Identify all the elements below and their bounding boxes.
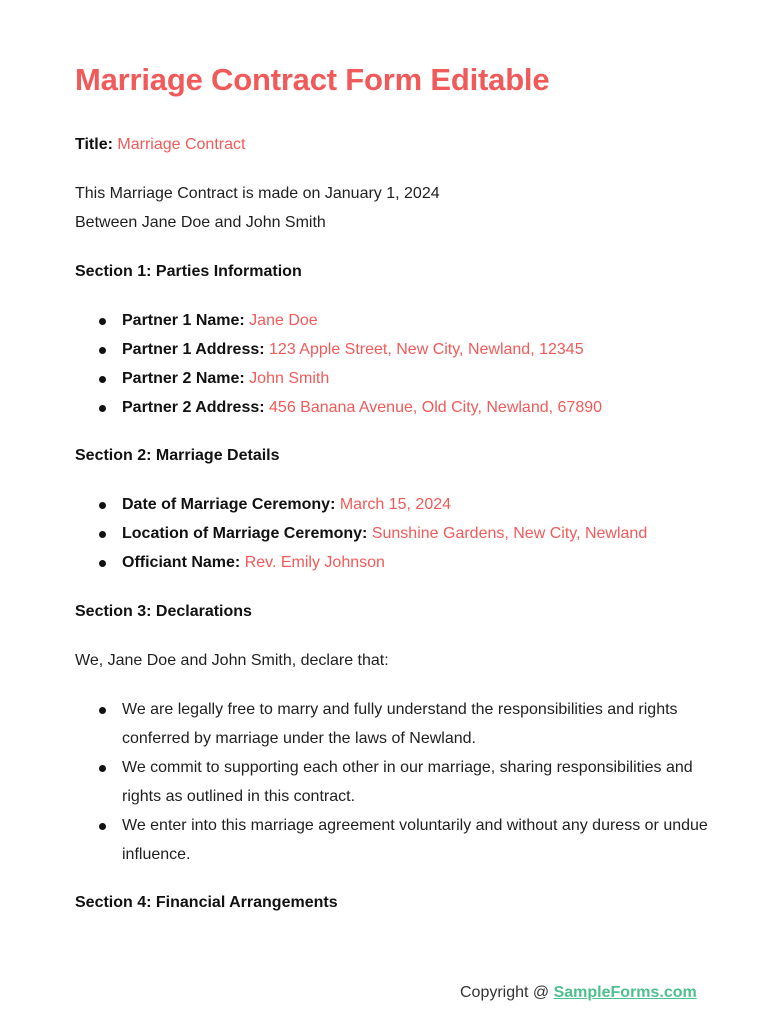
list-item xyxy=(75,695,715,753)
section-3-heading: Section 3: Declarations xyxy=(75,603,252,620)
field-label: Date of Marriage Ceremony: xyxy=(122,496,336,513)
field-label: Partner 2 Name: xyxy=(122,370,245,387)
intro-line-1: This Marriage Contract is made on January 1, 2024 xyxy=(75,185,440,202)
bullet-icon xyxy=(99,707,106,714)
field-label: Officiant Name: xyxy=(122,554,241,571)
declaration-text: We are legally free to marry and fully understand the responsibilities and rights conferred by marriage under the laws of Newland. xyxy=(122,701,678,747)
brand-link[interactable]: SampleForms.com xyxy=(553,984,697,1001)
field-value: Jane Doe xyxy=(249,312,318,329)
bullet-icon xyxy=(99,765,106,772)
footer-copyright xyxy=(460,984,697,1002)
list-item xyxy=(75,548,715,577)
section-4-heading: Section 4: Financial Arrangements xyxy=(75,894,338,911)
field-value: Sunshine Gardens, New City, Newland xyxy=(371,525,648,542)
declaration-text: We enter into this marriage agreement voluntarily and without any duress or undue influence. xyxy=(122,817,708,863)
bullet-icon xyxy=(99,560,106,567)
bullet-icon xyxy=(99,318,106,325)
section-3-list xyxy=(75,695,715,869)
field-label: Partner 1 Name: xyxy=(122,312,245,329)
field-value: March 15, 2024 xyxy=(339,496,452,513)
field-value: John Smith xyxy=(249,370,330,387)
copyright-text: Copyright @ xyxy=(460,984,554,1001)
bullet-icon xyxy=(99,823,106,830)
field-value: Rev. Emily Johnson xyxy=(244,554,385,571)
title-line xyxy=(75,130,245,159)
list-item xyxy=(75,364,715,393)
bullet-icon xyxy=(99,502,106,509)
section-1-list xyxy=(75,306,715,422)
section-2-list xyxy=(75,490,715,577)
field-label: Partner 2 Address: xyxy=(122,399,265,416)
title-value: Marriage Contract xyxy=(117,136,246,153)
bullet-icon xyxy=(99,405,106,412)
field-value: 123 Apple Street, New City, Newland, 12345 xyxy=(269,341,584,358)
field-value: 456 Banana Avenue, Old City, Newland, 67890 xyxy=(269,399,603,416)
intro-line-2: Between Jane Doe and John Smith xyxy=(75,214,326,231)
list-item xyxy=(75,306,715,335)
list-item xyxy=(75,519,715,548)
bullet-icon xyxy=(99,531,106,538)
list-item xyxy=(75,335,715,364)
list-item xyxy=(75,811,715,869)
section-3-intro: We, Jane Doe and John Smith, declare that: xyxy=(75,652,389,669)
section-1-heading: Section 1: Parties Information xyxy=(75,263,302,280)
bullet-icon xyxy=(99,347,106,354)
section-2-heading: Section 2: Marriage Details xyxy=(75,447,280,464)
list-item xyxy=(75,490,715,519)
declaration-text: We commit to supporting each other in our marriage, sharing responsibilities and rights as outlined in this contract. xyxy=(122,759,693,805)
list-item xyxy=(75,753,715,811)
page-title: Marriage Contract Form Editable xyxy=(75,62,550,97)
field-label: Partner 1 Address: xyxy=(122,341,265,358)
title-label: Title: xyxy=(75,136,113,153)
field-label: Location of Marriage Ceremony: xyxy=(122,525,368,542)
list-item xyxy=(75,393,715,422)
bullet-icon xyxy=(99,376,106,383)
